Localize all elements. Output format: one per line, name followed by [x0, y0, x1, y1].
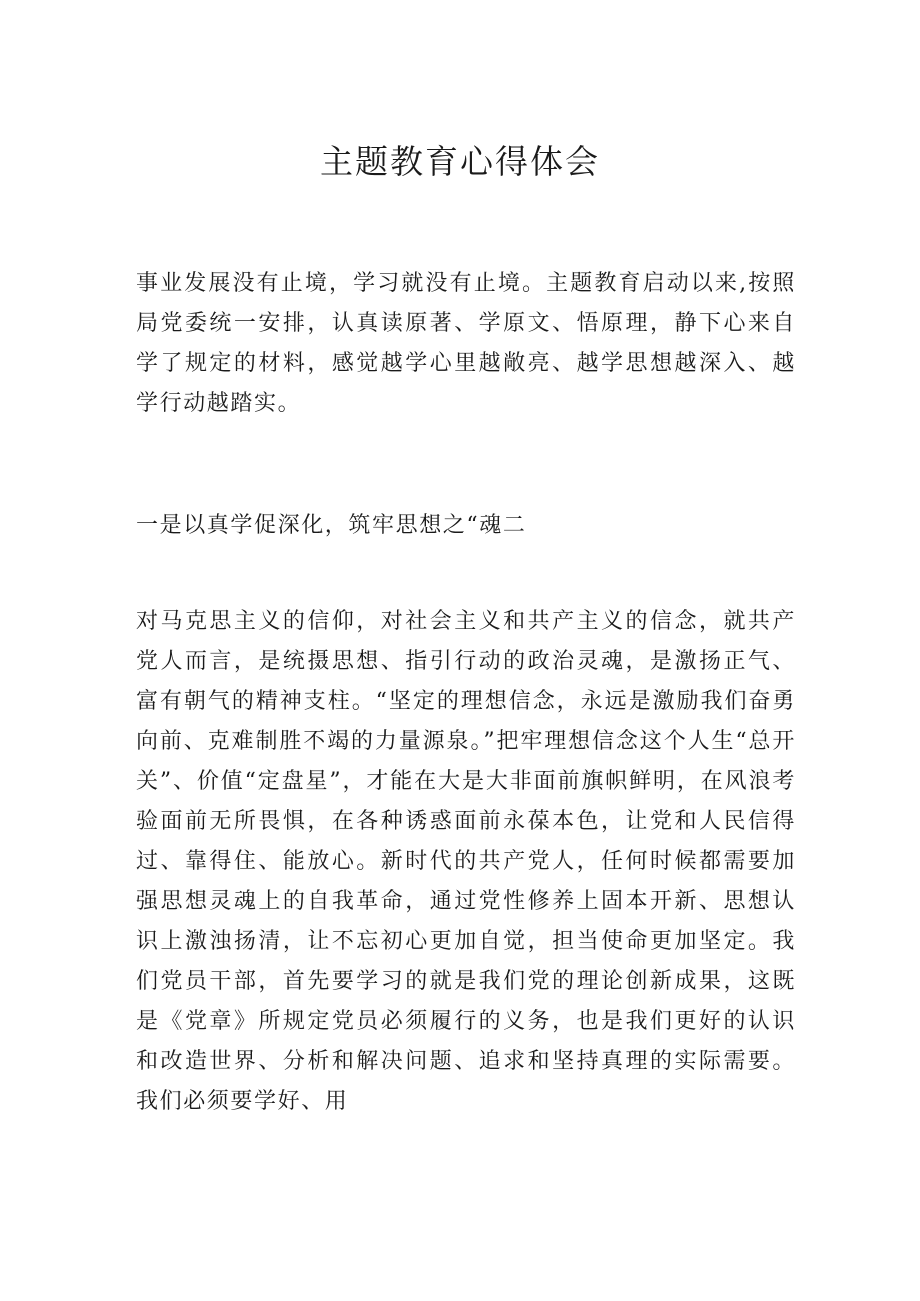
document-title: 主题教育心得体会: [320, 142, 600, 181]
body-paragraph: 对马克思主义的信仰，对社会主义和共产主义的信念，就共产党人而言，是统摄思想、指引行动的政治灵魂，是激扬正气、富有朝气的精神支柱。“坚定的理想信念，永远是激励我们奋勇向前、克难制胜不竭的力量源泉。”把牢理想信念这个人生“总开关”、价值“定盘星”，才能在大是大非面前旗帜鲜明，在风浪考验面前无所畏惧，在各种诱惑面前永葆本色，让党和人民信得过、靠得住、能放心。新时代的共产党人，任何时候都需要加强思想灵魂上的自我革命，通过党性修养上固本开新、思想认识上激浊扬清，让不忘初心更加自觉，担当使命更加坚定。我们党员干部，首先要学习的就是我们党的理论创新成果，这既是《党章》所规定党员必须履行的义务，也是我们更好的认识和改造世界、分析和解决问题、追求和坚持真理的实际需要。我们必须要学好、用: [136, 609, 796, 1114]
intro-paragraph: 事业发展没有止境，学习就没有止境。主题教育启动以来,按照局党委统一安排，认真读原著、学原文、悟原理，静下心来自学了规定的材料，感觉越学心里越敞亮、越学思想越深入、越学行动越踏实。: [136, 271, 796, 416]
section-heading: 一是以真学促深化，筑牢思想之“魂二: [136, 513, 527, 538]
